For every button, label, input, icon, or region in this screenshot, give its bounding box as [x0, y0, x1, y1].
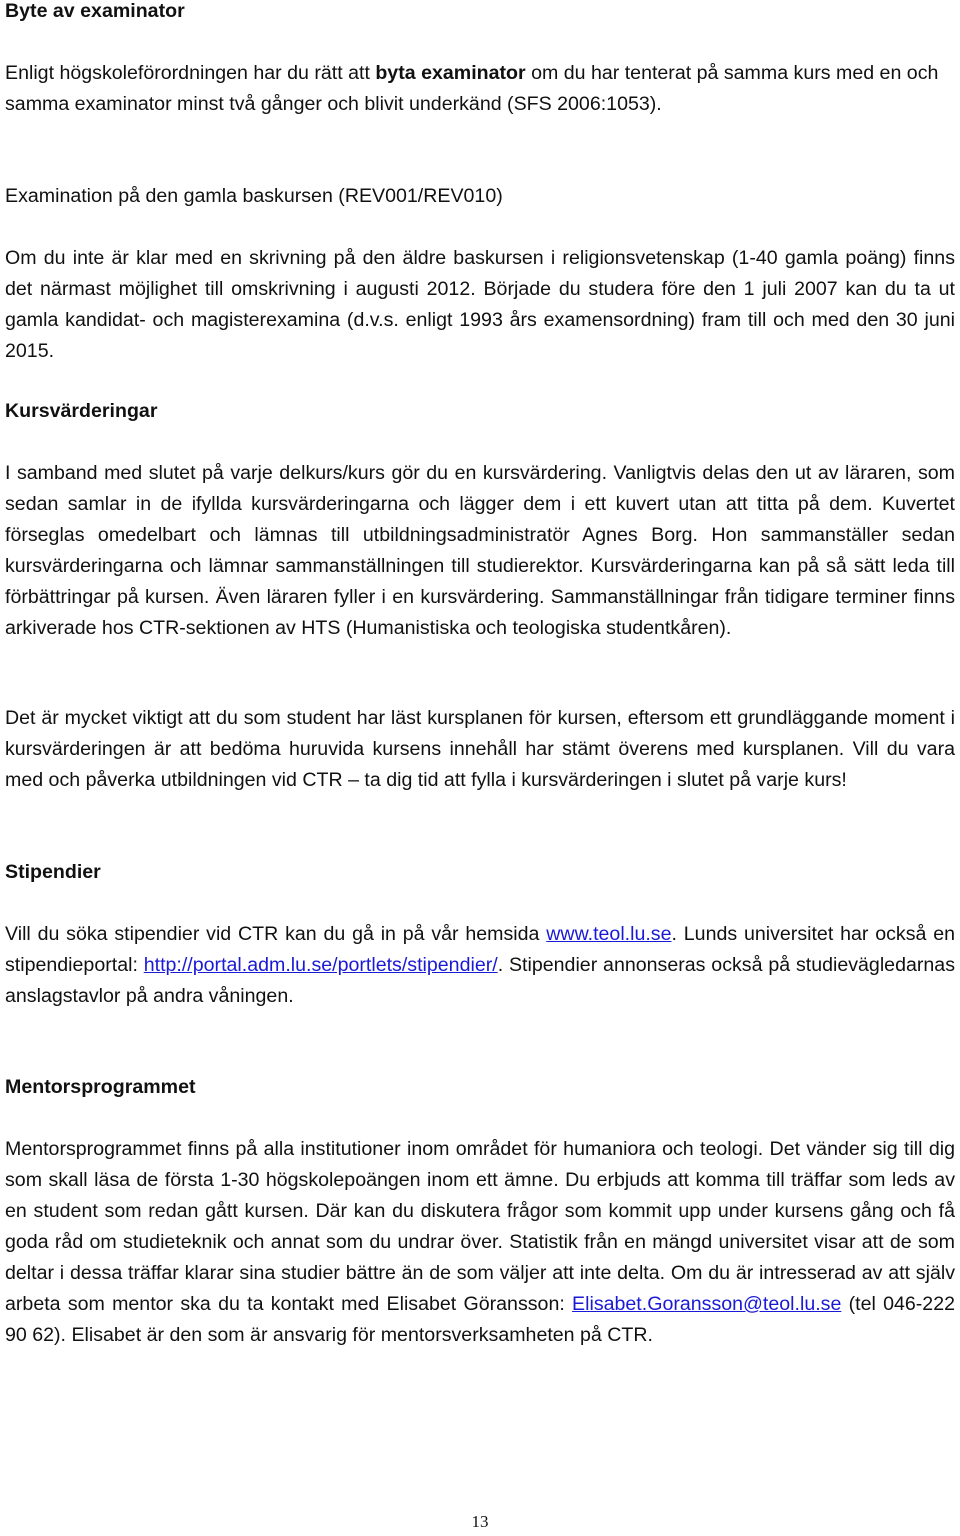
- paragraph-kursvarderingar-2: Det är mycket viktigt att du som student har läst kursplanen för kursen, eftersom ett grundläggande moment i kursvärderingen är att bedöma huruvida kursens innehåll har stämt överens med kursplanen. Vill du vara med och påverka utbildningen vid CTR – ta dig tid att fylla i kursvärderingen i slutet på varje kurs!: [5, 707, 955, 791]
- paragraph-stipendier: Vill du söka stipendier vid CTR kan du gå in på vår hemsida www.teol.lu.se. Lunds universitet har också en stipendieportal: http://portal.adm.lu.se/portlets/stipendier/. Stipendier annonseras också på studievägledarnas anslagstavlor på andra våningen.: [5, 923, 955, 1007]
- emphasis-byta-examinator: byta examinator: [375, 62, 526, 84]
- heading-mentorsprogrammet: Mentorsprogrammet: [5, 1076, 196, 1098]
- page-number: 13: [471, 1512, 489, 1531]
- heading-kursvarderingar: Kursvärderingar: [5, 400, 158, 422]
- link-stipendieportal[interactable]: http://portal.adm.lu.se/portlets/stipendier/: [143, 954, 498, 976]
- heading-stipendier: Stipendier: [5, 861, 101, 883]
- paragraph-examination: Om du inte är klar med en skrivning på den äldre baskursen i religionsvetenskap (1-40 gamla poäng) finns det närmast möjlighet till omskrivning i augusti 2012. Började du studera före den 1 juli 2007 kan du ta ut gamla kandidat- och magisterexamina (d.v.s. enligt 1993 års examensordning) fram till och med den 30 juni 2015.: [5, 247, 955, 362]
- heading-examination: Examination på den gamla baskursen (REV001/REV010): [5, 185, 503, 207]
- paragraph-mentorsprogrammet: Mentorsprogrammet finns på alla institutioner inom området för humaniora och teologi. Det vänder sig till dig som skall läsa de första 1-30 högskolepoängen inom ett ämne. Du erbjuds att komma till träffar som leds av en student som redan gått kursen. Där kan du diskutera frågor som kommit upp under kursens gång och få goda råd om studieteknik och annat som du undrar över. Statistik från en mängd universitet visar att de som deltar i dessa träffar klarar sina studier bättre än de som väljer att inte delta. Om du är intresserad av att själv arbeta som mentor ska du ta kontakt med Elisabet Göransson: Elisabet.Goransson@teol.lu.se (tel 046-222 90 62). Elisabet är den som är ansvarig för mentorsverksamheten på CTR.: [5, 1138, 956, 1346]
- heading-byte-av-examinator: Byte av examinator: [5, 0, 185, 22]
- paragraph-kursvarderingar-1: I samband med slutet på varje delkurs/kurs gör du en kursvärdering. Vanligtvis delas den ut av läraren, som sedan samlar in de ifyllda kursvärderingarna och lägger dem i ett kuvert utan att titta på dem. Kuvertet förseglas omedelbart och lämnas till utbildningsadministratör Agnes Borg. Hon sammanställer sedan kursvärderingarna och lämnar sammanställningen till studierektor. Kursvärderingarna kan på så sätt leda till förbättringar på kursen. Även läraren fyller i en kursvärdering. Sammanställningar från tidigare terminer finns arkiverade hos CTR-sektionen av HTS (Humanistiska och teologiska studentkåren).: [5, 462, 955, 639]
- paragraph-byte-av-examinator: Enligt högskoleförordningen har du rätt att byta examinator om du har tenterat på samma kurs med en och samma examinator minst två gånger och blivit underkänd (SFS 2006:1053).: [5, 62, 939, 115]
- link-mentor-email[interactable]: Elisabet.Goransson@teol.lu.se: [572, 1293, 842, 1315]
- link-teol-website[interactable]: www.teol.lu.se: [546, 923, 672, 945]
